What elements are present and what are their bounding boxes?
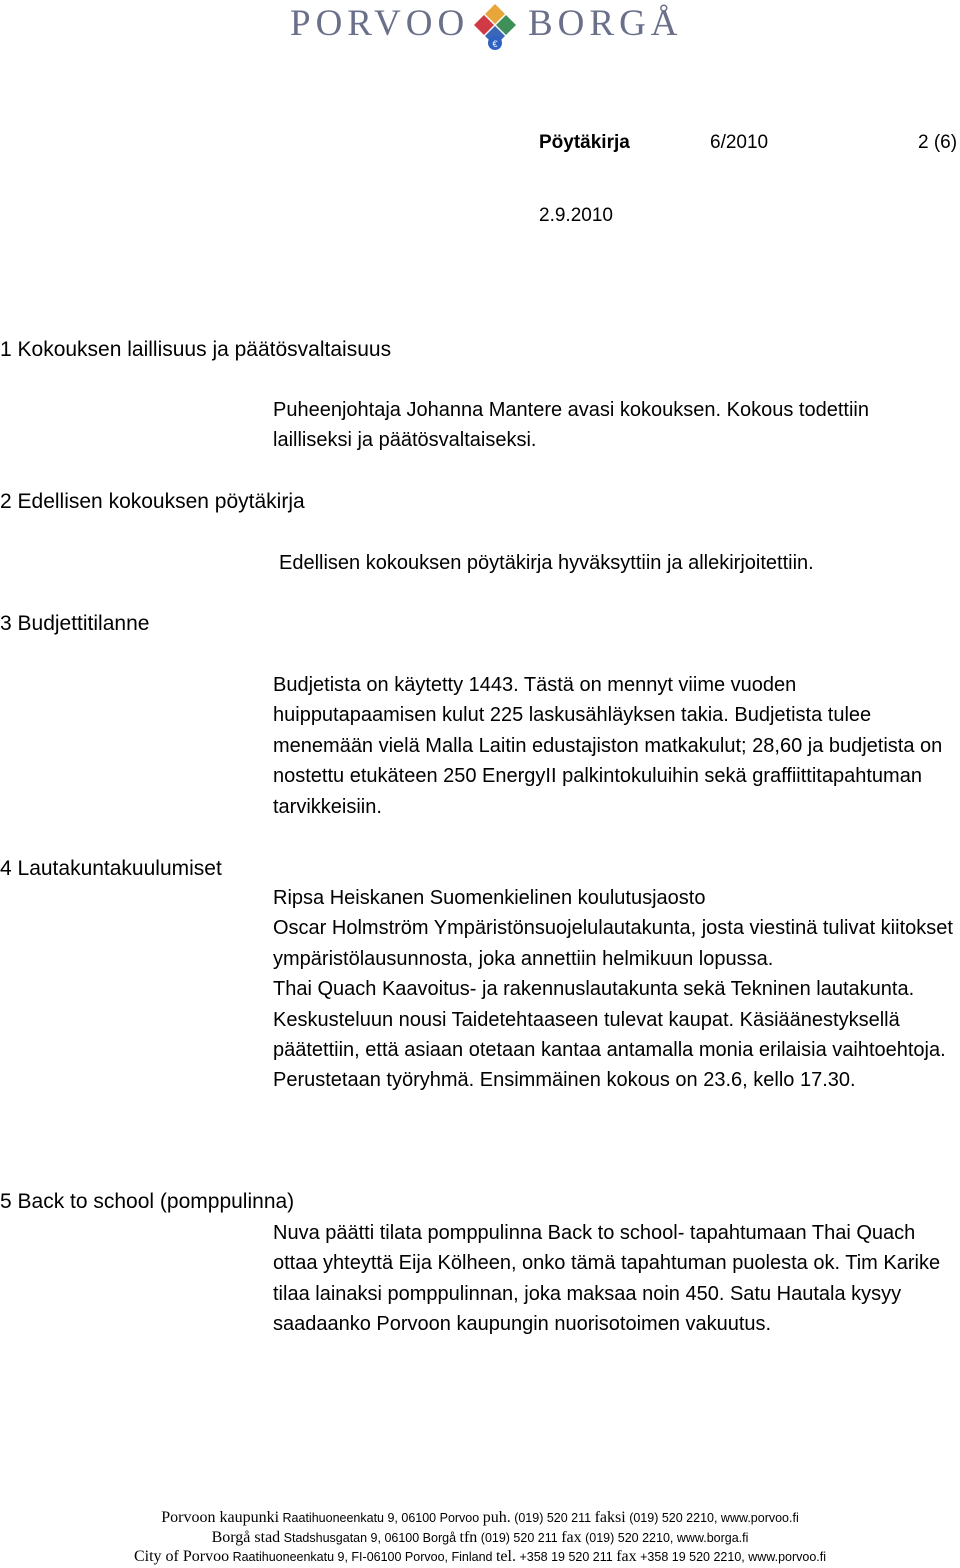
page-number: 2 (6) bbox=[918, 132, 958, 153]
paragraph: Puheenjohtaja Johanna Mantere avasi kokouksen. Kokous todettiin lailliseksi ja päätösvaltaiseksi. bbox=[273, 399, 869, 452]
city-emblem-icon bbox=[472, 2, 518, 52]
doc-date: 2.9.2010 bbox=[539, 205, 613, 226]
paragraph: Edellisen kokouksen pöytäkirja hyväksyttiin ja allekirjoitettiin. bbox=[279, 552, 814, 574]
logo-text-borga: BORGÅ bbox=[528, 3, 683, 44]
footer-line-borga: Borgå stad Stadshusgatan 9, 06100 Borgå tfn (019) 520 211 fax (019) 520 2210, www.borga.fi bbox=[211, 1529, 749, 1546]
svg-text:€: € bbox=[492, 39, 498, 49]
section-heading-3: 3 Budjettitilanne bbox=[0, 612, 150, 635]
logo-text-porvoo: PORVOO bbox=[290, 3, 470, 44]
footer-line-city: City of Porvoo Raatihuoneenkatu 9, FI-06100 Porvoo, Finland tel. +358 19 520 211 fax +358 19 520 2210, www.porvoo.fi bbox=[133, 1548, 827, 1565]
section-body-1 bbox=[273, 395, 953, 456]
paragraph: Thai Quach Kaavoitus- ja rakennuslautakunta sekä Tekninen lautakunta. Keskusteluun nousi Taidetehtaaseen tulevat kaupat. Käsiäänestyksellä päätettiin, että asiaan otetaan kantaa antamalla monia erilaisia vaihtoehtoja. Perustetaan työryhmä. Ensimmäinen kokous on 23.6, kello 17.30. bbox=[273, 978, 946, 1092]
section-body-2 bbox=[279, 548, 959, 578]
section-heading-2: 2 Edellisen kokouksen pöytäkirja bbox=[0, 490, 305, 513]
paragraph: Ripsa Heiskanen Suomenkielinen koulutusjaosto bbox=[273, 887, 706, 909]
section-body-5 bbox=[273, 1218, 953, 1340]
doc-number: 6/2010 bbox=[710, 132, 769, 153]
section-body-3 bbox=[273, 670, 953, 822]
paragraph: Oscar Holmström Ympäristönsuojelulautakunta, josta viestinä tulivat kiitokset ympäristölausunnosta, joka annettiin helmikuun lopussa. bbox=[273, 917, 953, 970]
section-body-4 bbox=[273, 883, 953, 1096]
section-heading-4: 4 Lautakuntakuulumiset bbox=[0, 857, 222, 880]
section-heading-5: 5 Back to school (pomppulinna) bbox=[0, 1190, 295, 1213]
doc-type: Pöytäkirja bbox=[539, 132, 630, 153]
paragraph: Budjetista on käytetty 1443. Tästä on mennyt viime vuoden huipputapaamisen kulut 225 laskusähläyksen takia. Budjetista tulee menemään vielä Malla Laitin edustajiston matkakulut; 28,60 ja budjetista on nostettu etukäteen 250 EnergyII palkintokuluihin sekä graffiittitapahtuman tarvikkeisiin. bbox=[273, 674, 943, 818]
footer-line-porvoo: Porvoon kaupunki Raatihuoneenkatu 9, 06100 Porvoo puh. (019) 520 211 faksi (019) 520 2210, www.porvoo.fi bbox=[161, 1509, 799, 1526]
section-heading-1: 1 Kokouksen laillisuus ja päätösvaltaisuus bbox=[0, 338, 392, 361]
paragraph: Nuva päätti tilata pomppulinna Back to school- tapahtumaan Thai Quach ottaa yhteyttä Eija Kölheen, onko tämä tapahtuman puolesta ok. Tim Karike tilaa lainaksi pomppulinnan, joka maksaa noin 450. Satu Hautala kysyy saadaanko Porvoon kaupungin nuorisotoimen vakuutus. bbox=[273, 1222, 941, 1336]
